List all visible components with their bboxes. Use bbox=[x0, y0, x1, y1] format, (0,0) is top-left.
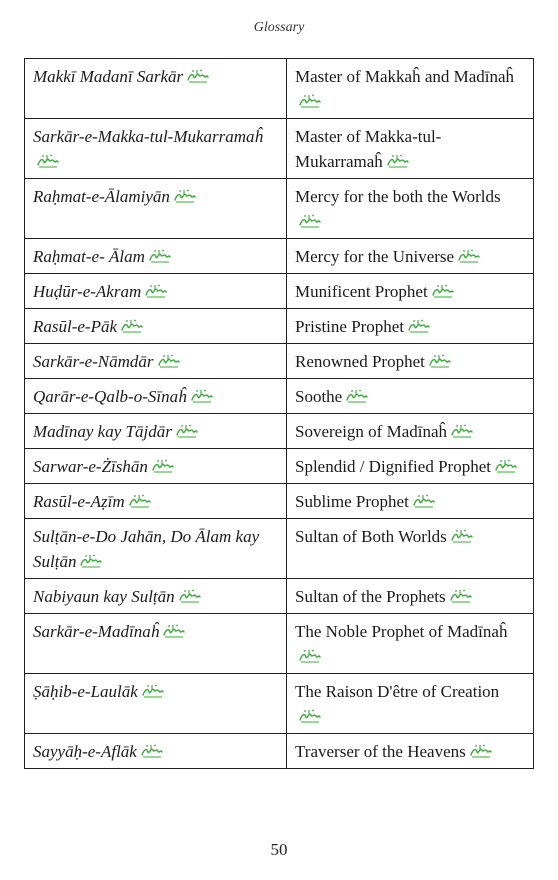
meaning-cell bbox=[287, 274, 534, 309]
term-text: Sarkār-e-Nāmdār bbox=[33, 352, 154, 371]
meaning-text: Renowned Prophet bbox=[295, 352, 425, 371]
meaning-cell bbox=[287, 579, 534, 614]
meaning-cell bbox=[287, 484, 534, 519]
glossary-row bbox=[25, 239, 534, 274]
meaning-cell bbox=[287, 344, 534, 379]
meaning-text: Sovereign of Madīnaĥ bbox=[295, 422, 448, 441]
meaning-cell bbox=[287, 519, 534, 579]
sallallahu-alaihi-wasallam-calligraphy-icon bbox=[386, 153, 410, 169]
glossary-row bbox=[25, 579, 534, 614]
sallallahu-alaihi-wasallam-calligraphy-icon bbox=[128, 493, 152, 509]
glossary-row bbox=[25, 274, 534, 309]
glossary-row bbox=[25, 614, 534, 674]
sallallahu-alaihi-wasallam-calligraphy-icon bbox=[144, 283, 168, 299]
sallallahu-alaihi-wasallam-calligraphy-icon bbox=[412, 493, 436, 509]
meaning-text: Mercy for the Universe bbox=[295, 247, 455, 266]
meaning-cell bbox=[287, 734, 534, 769]
meaning-text: Munificent Prophet bbox=[295, 282, 428, 301]
page-number: 50 bbox=[270, 840, 288, 859]
meaning-cell bbox=[287, 309, 534, 344]
term-text: Makkī Madanī Sarkār bbox=[33, 67, 184, 86]
glossary-row bbox=[25, 179, 534, 239]
glossary-row bbox=[25, 449, 534, 484]
term-cell bbox=[25, 614, 287, 674]
sallallahu-alaihi-wasallam-calligraphy-icon bbox=[298, 708, 322, 724]
term-cell bbox=[25, 519, 287, 579]
sallallahu-alaihi-wasallam-calligraphy-icon bbox=[345, 388, 369, 404]
glossary-row bbox=[25, 414, 534, 449]
term-cell bbox=[25, 344, 287, 379]
meaning-cell bbox=[287, 449, 534, 484]
term-cell bbox=[25, 179, 287, 239]
term-cell bbox=[25, 239, 287, 274]
term-cell bbox=[25, 579, 287, 614]
page-header: Glossary bbox=[253, 20, 305, 35]
meaning-text: Splendid / Dignified Prophet bbox=[295, 457, 491, 476]
meaning-text: Mercy for the both the Worlds bbox=[295, 187, 501, 206]
sallallahu-alaihi-wasallam-calligraphy-icon bbox=[186, 68, 210, 84]
term-text: Madīnay kay Tājdār bbox=[33, 422, 172, 441]
sallallahu-alaihi-wasallam-calligraphy-icon bbox=[457, 248, 481, 264]
glossary-row bbox=[25, 484, 534, 519]
term-cell bbox=[25, 484, 287, 519]
meaning-cell bbox=[287, 239, 534, 274]
meaning-text: The Raison D'être of Creation bbox=[295, 682, 500, 701]
term-text: Sarwar-e-Żīshān bbox=[33, 457, 148, 476]
meaning-text: Master of Makkaĥ and Madīnaĥ bbox=[295, 67, 515, 86]
term-text: Qarār-e-Qalb-o-Sīnaĥ bbox=[33, 387, 187, 406]
sallallahu-alaihi-wasallam-calligraphy-icon bbox=[407, 318, 431, 334]
meaning-cell bbox=[287, 119, 534, 179]
sallallahu-alaihi-wasallam-calligraphy-icon bbox=[175, 423, 199, 439]
sallallahu-alaihi-wasallam-calligraphy-icon bbox=[148, 248, 172, 264]
term-text: Huḍūr-e-Akram bbox=[33, 282, 142, 301]
term-text: Sayyāḥ-e-Aflāk bbox=[33, 742, 137, 761]
glossary-row bbox=[25, 674, 534, 734]
meaning-cell bbox=[287, 179, 534, 239]
meaning-cell bbox=[287, 59, 534, 119]
glossary-row bbox=[25, 119, 534, 179]
sallallahu-alaihi-wasallam-calligraphy-icon bbox=[298, 648, 322, 664]
glossary-row bbox=[25, 344, 534, 379]
glossary-row bbox=[25, 519, 534, 579]
term-text: Raḥmat-e-Ālamiyān bbox=[33, 187, 170, 206]
meaning-cell bbox=[287, 614, 534, 674]
sallallahu-alaihi-wasallam-calligraphy-icon bbox=[162, 623, 186, 639]
glossary-row bbox=[25, 379, 534, 414]
term-cell bbox=[25, 309, 287, 344]
sallallahu-alaihi-wasallam-calligraphy-icon bbox=[79, 553, 103, 569]
sallallahu-alaihi-wasallam-calligraphy-icon bbox=[298, 213, 322, 229]
term-cell bbox=[25, 674, 287, 734]
glossary-table bbox=[24, 58, 534, 769]
sallallahu-alaihi-wasallam-calligraphy-icon bbox=[469, 743, 493, 759]
term-text: Ṣāḥib-e-Laulāk bbox=[33, 682, 138, 701]
meaning-text: Pristine Prophet bbox=[295, 317, 405, 336]
term-cell bbox=[25, 734, 287, 769]
meaning-cell bbox=[287, 379, 534, 414]
sallallahu-alaihi-wasallam-calligraphy-icon bbox=[450, 528, 474, 544]
meaning-text: Sultan of Both Worlds bbox=[295, 527, 447, 546]
sallallahu-alaihi-wasallam-calligraphy-icon bbox=[173, 188, 197, 204]
meaning-text: Master of Makka-tul-Mukarramaĥ bbox=[295, 127, 442, 171]
meaning-text: Sublime Prophet bbox=[295, 492, 409, 511]
term-text: Raḥmat-e- Ālam bbox=[33, 247, 145, 266]
sallallahu-alaihi-wasallam-calligraphy-icon bbox=[449, 588, 473, 604]
term-cell bbox=[25, 379, 287, 414]
glossary-row bbox=[25, 734, 534, 769]
sallallahu-alaihi-wasallam-calligraphy-icon bbox=[178, 588, 202, 604]
glossary-row bbox=[25, 309, 534, 344]
term-cell bbox=[25, 119, 287, 179]
meaning-cell bbox=[287, 674, 534, 734]
glossary-row bbox=[25, 59, 534, 119]
sallallahu-alaihi-wasallam-calligraphy-icon bbox=[140, 743, 164, 759]
term-text: Sarkār-e-Madīnaĥ bbox=[33, 622, 160, 641]
sallallahu-alaihi-wasallam-calligraphy-icon bbox=[190, 388, 214, 404]
sallallahu-alaihi-wasallam-calligraphy-icon bbox=[141, 683, 165, 699]
sallallahu-alaihi-wasallam-calligraphy-icon bbox=[431, 283, 455, 299]
sallallahu-alaihi-wasallam-calligraphy-icon bbox=[494, 458, 518, 474]
sallallahu-alaihi-wasallam-calligraphy-icon bbox=[298, 93, 322, 109]
term-text: Sarkār-e-Makka-tul-Mukarramaĥ bbox=[33, 127, 264, 146]
term-cell bbox=[25, 449, 287, 484]
term-text: Rasūl-e-Aẓīm bbox=[33, 492, 125, 511]
term-text: Rasūl-e-Pāk bbox=[33, 317, 118, 336]
meaning-text: Soothe bbox=[295, 387, 343, 406]
sallallahu-alaihi-wasallam-calligraphy-icon bbox=[450, 423, 474, 439]
sallallahu-alaihi-wasallam-calligraphy-icon bbox=[36, 153, 60, 169]
meaning-text: The Noble Prophet of Madīnaĥ bbox=[295, 622, 508, 641]
term-text: Sulṭān-e-Do Jahān, Do Ālam kay Sulṭān bbox=[33, 527, 260, 571]
meaning-text: Traverser of the Heavens bbox=[295, 742, 466, 761]
sallallahu-alaihi-wasallam-calligraphy-icon bbox=[120, 318, 144, 334]
term-text: Nabiyaun kay Sulṭān bbox=[33, 587, 175, 606]
term-cell bbox=[25, 274, 287, 309]
meaning-text: Sultan of the Prophets bbox=[295, 587, 446, 606]
sallallahu-alaihi-wasallam-calligraphy-icon bbox=[157, 353, 181, 369]
sallallahu-alaihi-wasallam-calligraphy-icon bbox=[151, 458, 175, 474]
term-cell bbox=[25, 59, 287, 119]
meaning-cell bbox=[287, 414, 534, 449]
sallallahu-alaihi-wasallam-calligraphy-icon bbox=[428, 353, 452, 369]
term-cell bbox=[25, 414, 287, 449]
